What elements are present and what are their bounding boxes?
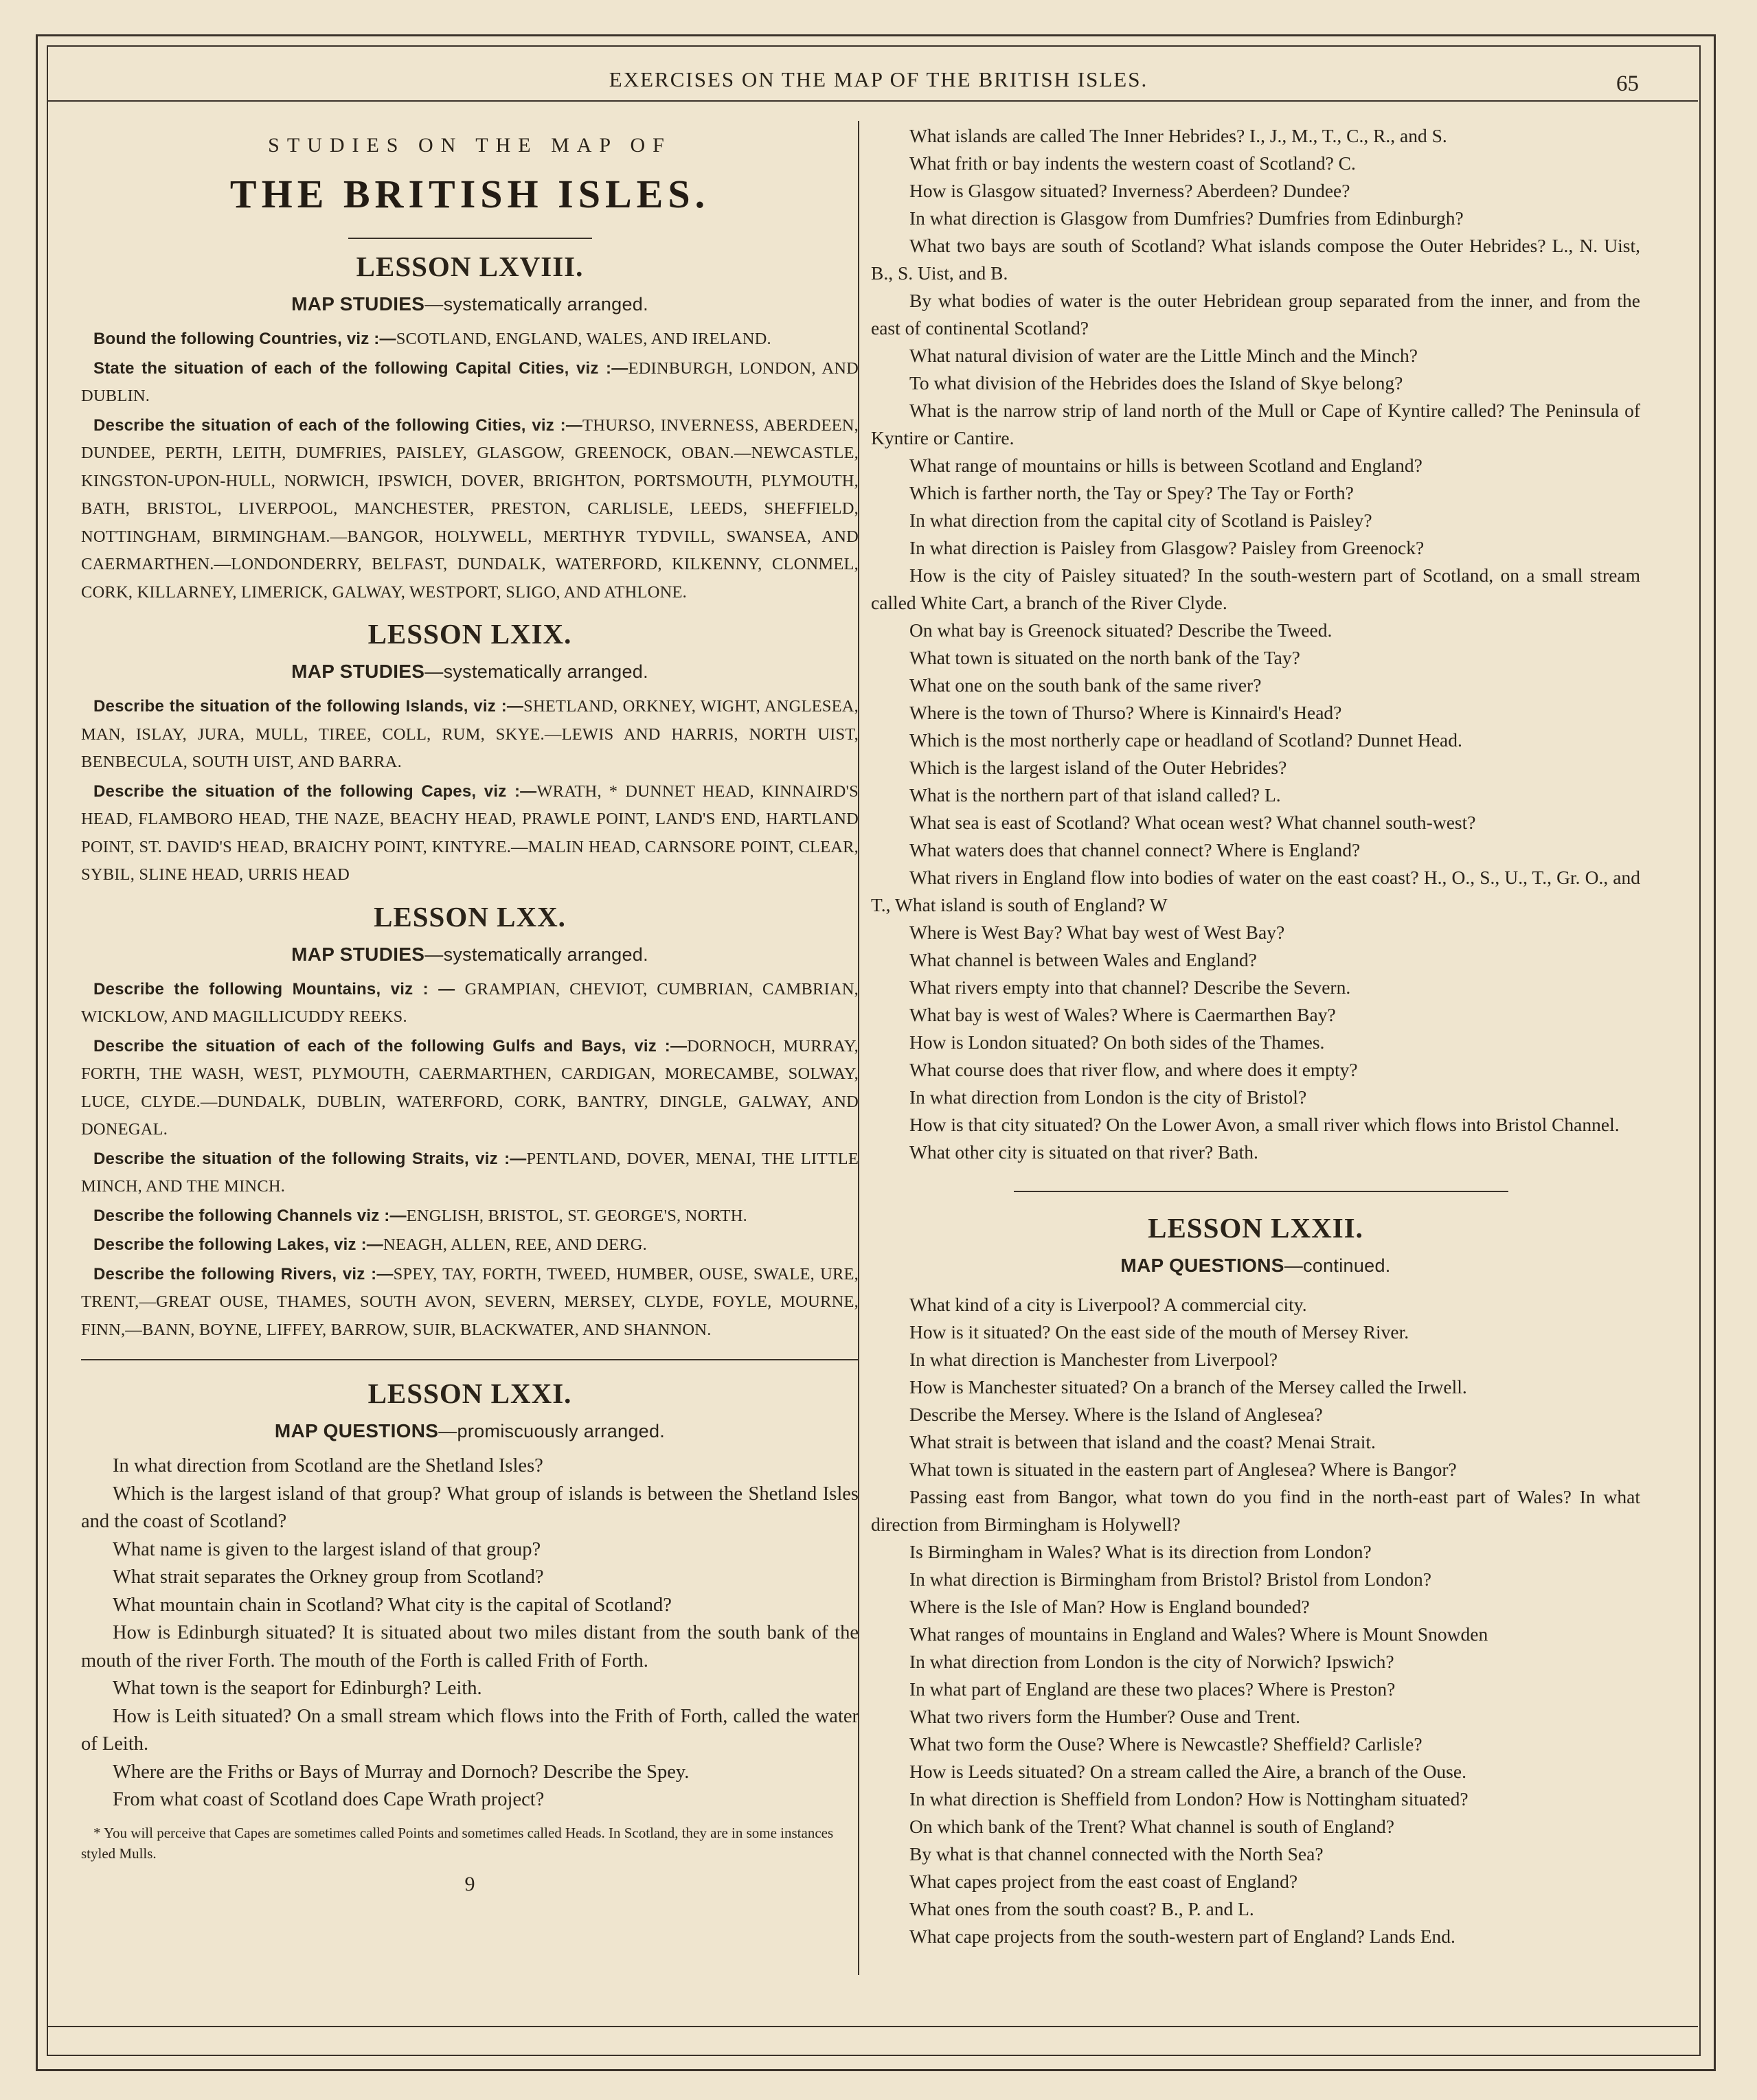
question: How is Glasgow situated? Inverness? Aberdeen? Dundee? [909,180,1350,201]
question: What channel is between Wales and England? [909,949,1257,970]
bottom-rule [47,2026,1698,2027]
question: What strait is between that island and the coast? Menai Strait. [909,1431,1376,1452]
question: What is the northern part of that island called? L. [909,784,1281,806]
question: What two bays are south of Scotland? What islands compose the Outer Hebrides? L., N. Uist, B., S. Uist, and B. [871,235,1640,284]
lesson-72 [871,1210,1640,1950]
question: In what part of England are these two places? Where is Preston? [909,1678,1396,1700]
question: In what direction is Paisley from Glasgow? Paisley from Greenock? [909,537,1425,558]
question: Where are the Friths or Bays of Murray and Dornoch? Describe the Spey. [113,1761,690,1783]
paragraph-list: SHETLAND, ORKNEY, WIGHT, ANGLESEA, MAN, ISLAY, JURA, MULL, TIREE, COLL, RUM, SKYE.—LEWIS AND HARRIS, NORTH UIST, BENBECULA, SOUTH UIST, AND BARRA. [81,697,859,771]
lesson-subtitle: MAP STUDIES—systematically arranged. [291,293,648,315]
lesson-68 [81,249,859,606]
question: In what direction is Glasgow from Dumfries? Dumfries from Edinburgh? [909,207,1464,229]
question: What two form the Ouse? Where is Newcastle? Sheffield? Carlisle? [909,1733,1422,1755]
question: What bay is west of Wales? Where is Caermarthen Bay? [909,1004,1336,1025]
question: On which bank of the Trent? What channel is south of England? [909,1816,1394,1837]
question: In what direction from London is the city of Bristol? [909,1086,1307,1108]
question: What name is given to the largest island of that group? [113,1538,541,1560]
question: What other city is situated on that river? Bath. [909,1141,1258,1163]
lesson-paragraph [81,1202,859,1231]
paragraph-lead: Describe the situation of the following Islands, viz :— [93,697,524,716]
question: In what direction from London is the city of Norwich? Ipswich? [909,1651,1394,1672]
lesson-paragraph [81,1261,859,1345]
question: What course does that river flow, and where does it empty? [909,1059,1358,1080]
question: In what direction from the capital city of Scotland is Paisley? [909,510,1372,531]
question: How is it situated? On the east side of the mouth of Mersey River. [909,1321,1409,1343]
paragraph-lead: Describe the following Mountains, viz : — [93,979,465,998]
lesson-subtitle: MAP STUDIES—systematically arranged. [291,661,648,682]
column-number: 9 [464,1872,475,1895]
lesson-paragraph [81,326,859,354]
paragraph-lead: Describe the situation of each of the following Gulfs and Bays, viz :— [93,1036,688,1055]
left-column [81,130,859,1898]
lesson-title: LESSON LXXI. [367,1378,572,1409]
lesson-subtitle: MAP QUESTIONS—promiscuously arranged. [274,1420,666,1441]
lesson-body [81,693,859,889]
section-rule [1014,1191,1508,1192]
lesson-subtitle: MAP STUDIES—systematically arranged. [291,943,648,965]
lesson-subtitle: MAP QUESTIONS—continued. [1120,1255,1391,1276]
question: What ranges of mountains in England and Wales? Where is Mount Snowden [909,1623,1488,1645]
question: What rivers in England flow into bodies of water on the east coast? H., O., S., U., T., Gr. O., and T., What island is south of England? W [871,867,1640,915]
paragraph-list: THURSO, INVERNESS, ABERDEEN, DUNDEE, PERTH, LEITH, DUMFRIES, PAISLEY, GLASGOW, GREENOCK, OBAN.—NEWCASTLE, KINGSTON-UPON-HULL, NORWICH, IPSWICH, DOVER, BRIGHTON, PORTSMOUTH, PLYMOUTH, BATH, BRISTOL, LIVERPOOL, MANCHESTER, PRESTON, CARLISLE, LEEDS, SHEFFIELD, NOTTINGHAM, BIRMINGHAM.—BANGOR, HOLYWELL, MERTHYR TYDVILL, SWANSEA, AND CAERMARTHEN.—LONDONDERRY, BELFAST, DUNDALK, WATERFORD, KILKENNY, CLONMEL, CORK, KILLARNEY, LIMERICK, GALWAY, WESTPORT, SLIGO, AND ATHLONE. [81,415,859,602]
question: Which is the largest island of that group? What group of islands is between the Shetland Isles and the coast of Scotland? [81,1483,859,1532]
question: What rivers empty into that channel? Describe the Severn. [909,977,1351,998]
question: Where is West Bay? What bay west of West Bay? [909,922,1285,943]
right-column [871,122,1640,1950]
question: What kind of a city is Liverpool? A commercial city. [909,1294,1307,1315]
question: Which is the largest island of the Outer Hebrides? [909,757,1287,778]
paragraph-lead: Bound the following Countries, viz :— [93,330,396,348]
paragraph-list: WRATH, * DUNNET HEAD, KINNAIRD'S HEAD, FLAMBORO HEAD, THE NAZE, BEACHY HEAD, PRAWLE POINT, LAND'S END, HARTLAND POINT, ST. DAVID'S HEAD, BRAICHY POINT, KINTYRE.—MALIN HEAD, CARNSORE POINT, CLEAR, SYBIL, SLINE HEAD, URRIS HEAD [81,781,859,884]
question: Passing east from Bangor, what town do you find in the north-east part of Wales? In what direction from Birmingham is Holywell? [871,1486,1640,1535]
paragraph-list: SCOTLAND, ENGLAND, WALES, AND IRELAND. [396,330,771,348]
paragraph-lead: Describe the following Lakes, viz :— [93,1235,383,1254]
footnote: * You will perceive that Capes are sometimes called Points and sometimes called Heads. In Scotland, they are in some instances styled Mulls. [81,1824,834,1862]
question: What capes project from the east coast of England? [909,1871,1298,1892]
question-list [81,1452,859,1814]
question: In what direction is Sheffield from London? How is Nottingham situated? [909,1788,1469,1810]
section-rule [81,1359,859,1360]
lesson-69 [81,616,859,889]
question-list [871,122,1640,1166]
question: Describe the Mersey. Where is the Island of Anglesea? [909,1404,1323,1425]
question: Is Birmingham in Wales? What is its direction from London? [909,1541,1372,1562]
lesson-paragraph [81,412,859,607]
lesson-title: LESSON LXXII. [1148,1212,1363,1244]
kicker: STUDIES ON THE MAP OF [268,134,672,157]
question: What town is the seaport for Edinburgh? Leith. [113,1678,482,1699]
paragraph-list: PENTLAND, DOVER, MENAI, THE LITTLE MINCH, AND THE MINCH. [81,1149,859,1196]
page-number: 65 [1616,71,1639,96]
lesson-paragraph [81,355,859,411]
lesson-paragraph [81,1231,859,1259]
question: By what bodies of water is the outer Hebridean group separated from the inner, and from the east of continental Scotland? [871,290,1640,339]
question: By what is that channel connected with the North Sea? [909,1843,1324,1864]
paragraph-list: EDINBURGH, LONDON, AND DUBLIN. [81,358,859,405]
question-list [871,1291,1640,1950]
paragraph-lead: Describe the following Rivers, viz :— [93,1264,394,1283]
question: What is the narrow strip of land north of the Mull or Cape of Kyntire called? The Peninsula of Kyntire or Cantire. [871,400,1640,448]
question: On what bay is Greenock situated? Describe the Tweed. [909,619,1333,641]
paragraph-lead: Describe the situation of the following Capes, viz :— [93,781,537,801]
question: What range of mountains or hills is between Scotland and England? [909,455,1422,476]
lesson-title: LESSON LXVIII. [356,251,584,282]
question: Where is the town of Thurso? Where is Kinnaird's Head? [909,702,1342,723]
question: What one on the south bank of the same river? [909,674,1262,696]
lesson-paragraph [81,778,859,889]
question: How is Leith situated? On a small stream which flows into the Frith of Forth, called the water of Leith. [81,1705,859,1755]
paragraph-list: DORNOCH, MURRAY, FORTH, THE WASH, WEST, PLYMOUTH, CAERMARTHEN, CARDIGAN, MORECAMBE, SOLWAY, LUCE, CLYDE.—DUNDALK, DUBLIN, WATERFORD, CORK, BANTRY, DINGLE, GALWAY, AND DONEGAL. [81,1036,859,1139]
question: What strait separates the Orkney group from Scotland? [113,1566,544,1588]
lesson-70 [81,899,859,1345]
paragraph-lead: Describe the following Channels viz :— [93,1206,407,1225]
lesson-body [81,326,859,606]
question: What frith or bay indents the western coast of Scotland? C. [909,152,1356,174]
question: What natural division of water are the Little Minch and the Minch? [909,345,1418,366]
paragraph-lead: Describe the situation of each of the following Cities, viz :— [93,415,583,435]
question: In what direction is Birmingham from Bristol? Bristol from London? [909,1568,1431,1590]
paragraph-list: GRAMPIAN, CHEVIOT, CUMBRIAN, CAMBRIAN, WICKLOW, AND MAGILLICUDDY REEKS. [81,979,859,1026]
question: How is that city situated? On the Lower Avon, a small river which flows into Bristol Channel. [909,1114,1620,1135]
question: To what division of the Hebrides does the Island of Skye belong? [909,372,1403,393]
running-head: EXERCISES ON THE MAP OF THE BRITISH ISLES. [609,67,1148,91]
question: What town is situated on the north bank of the Tay? [909,647,1300,668]
lesson-paragraph [81,1033,859,1144]
question: How is Edinburgh situated? It is situated about two miles distant from the south bank of the mouth of the river Forth. The mouth of the Forth is called Frith of Forth. [81,1622,859,1671]
question: What mountain chain in Scotland? What city is the capital of Scotland? [113,1594,672,1616]
question: How is London situated? On both sides of the Thames. [909,1031,1325,1053]
question: How is Manchester situated? On a branch of the Mersey called the Irwell. [909,1376,1467,1397]
question: From what coast of Scotland does Cape Wrath project? [113,1789,545,1810]
question: How is the city of Paisley situated? In the south-western part of Scotland, on a small stream called White Cart, a branch of the River Clyde. [871,564,1640,613]
question: What waters does that channel connect? Where is England? [909,839,1361,860]
question: What sea is east of Scotland? What ocean west? What channel south-west? [909,812,1476,833]
question: Which is the most northerly cape or headland of Scotland? Dunnet Head. [909,729,1462,751]
header-rule [47,100,1698,102]
lesson-body [81,976,859,1345]
lesson-paragraph [81,976,859,1031]
paragraph-list: NEAGH, ALLEN, REE, AND DERG. [383,1235,647,1254]
question: What cape projects from the south-western part of England? Lands End. [909,1926,1455,1947]
lesson-title: LESSON LXIX. [367,618,572,650]
lesson-paragraph [81,1145,859,1201]
question: What islands are called The Inner Hebrides? I., J., M., T., C., R., and S. [909,125,1447,146]
lesson-title: LESSON LXX. [374,900,566,933]
paragraph-lead: Describe the situation of the following Straits, viz :— [93,1149,527,1168]
question: What ones from the south coast? B., P. and L. [909,1898,1254,1919]
question: In what direction from Scotland are the Shetland Isles? [113,1455,543,1476]
title-rule [348,238,592,239]
question: Where is the Isle of Man? How is England bounded? [909,1596,1310,1617]
question: What town is situated in the eastern part of Anglesea? Where is Bangor? [909,1459,1457,1480]
lesson-71 [81,1376,859,1814]
paragraph-list: ENGLISH, BRISTOL, ST. GEORGE'S, NORTH. [406,1206,747,1225]
paragraph-list: SPEY, TAY, FORTH, TWEED, HUMBER, OUSE, SWALE, URE, TRENT,—GREAT OUSE, THAMES, SOUTH AVON, SEVERN, MERSEY, CLYDE, FOYLE, MOURNE, FINN,—BANN, BOYNE, LIFFEY, BARROW, SUIR, BLACKWATER, AND SHANNON. [81,1264,859,1339]
question: Which is farther north, the Tay or Spey? The Tay or Forth? [909,482,1354,503]
main-title: THE BRITISH ISLES. [229,172,710,216]
question: In what direction is Manchester from Liverpool? [909,1349,1278,1370]
question: What two rivers form the Humber? Ouse and Trent. [909,1706,1300,1727]
lesson-paragraph [81,693,859,777]
question: How is Leeds situated? On a stream called the Aire, a branch of the Ouse. [909,1761,1466,1782]
paragraph-lead: State the situation of each of the following Capital Cities, viz :— [93,358,628,378]
